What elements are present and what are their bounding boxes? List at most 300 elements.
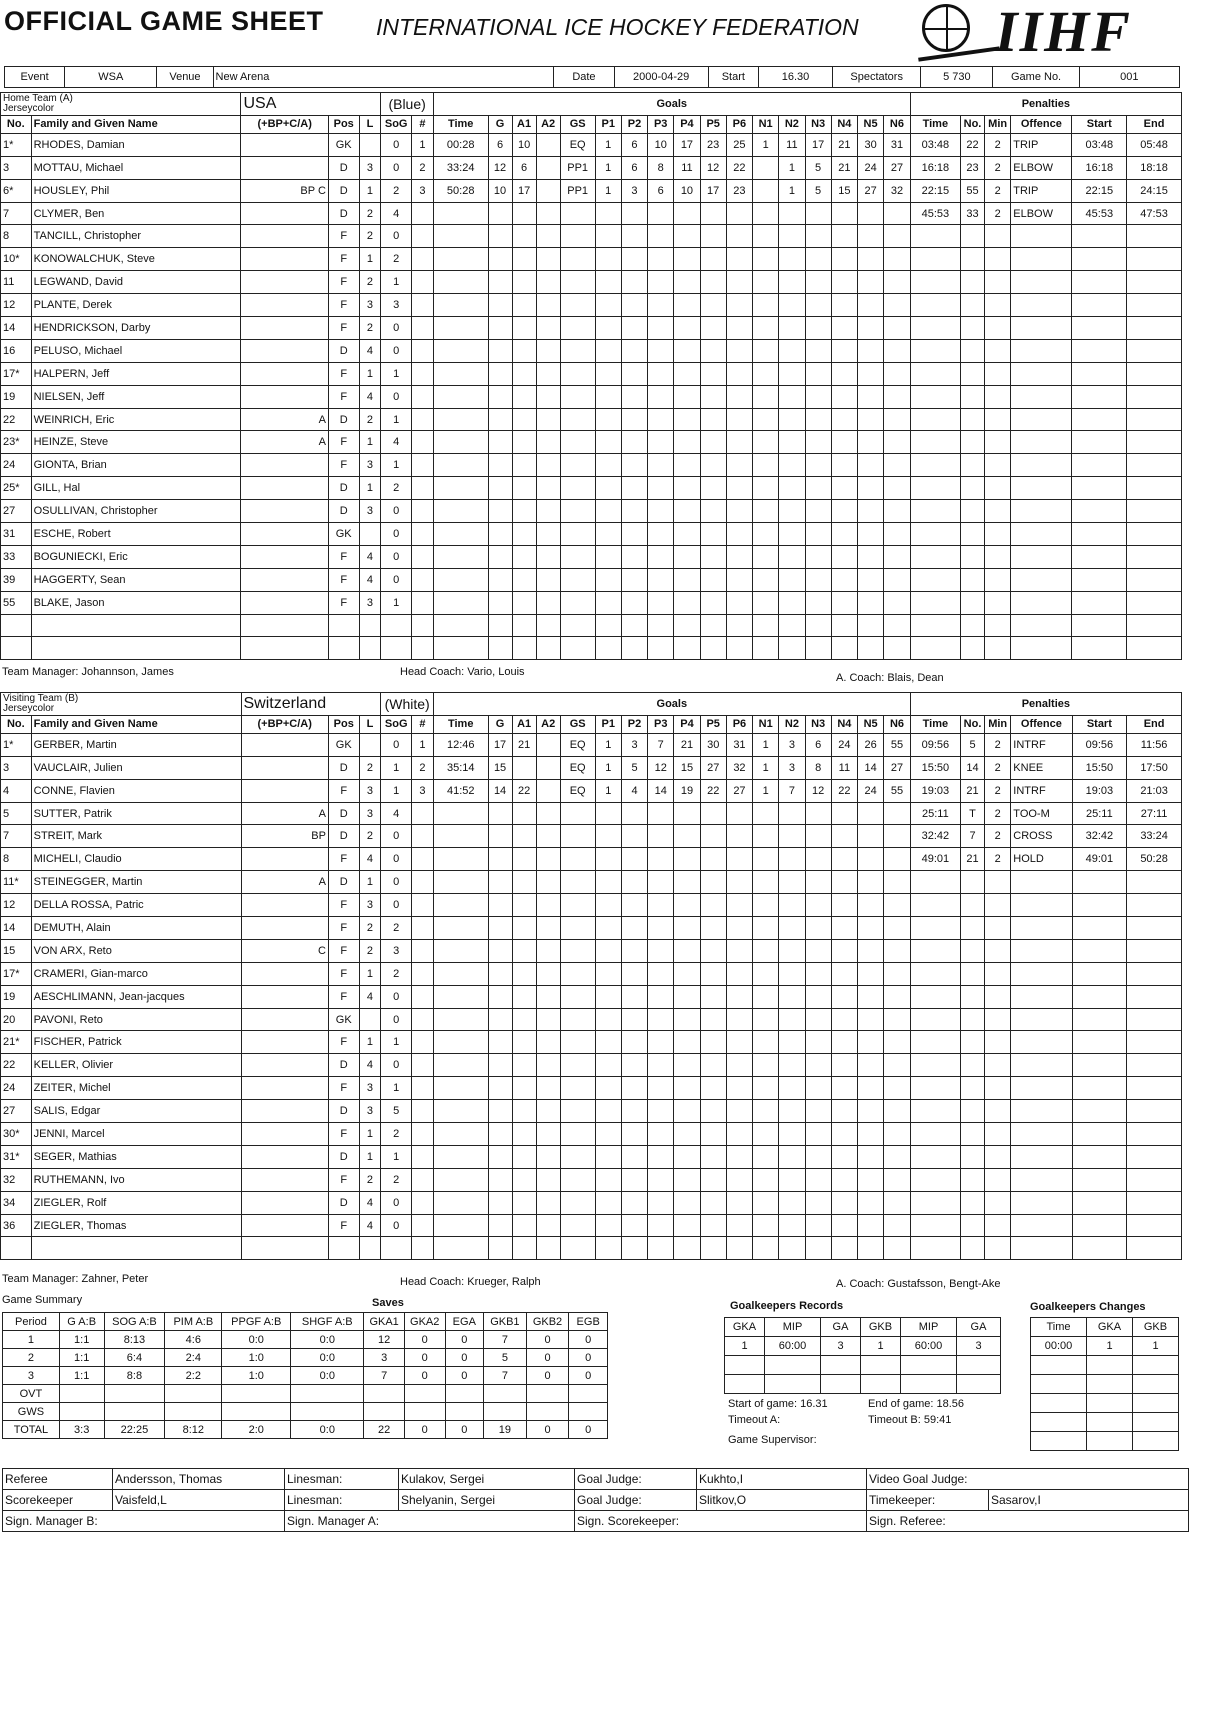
col-header-n: N4 xyxy=(831,715,857,733)
goal-empty-cell xyxy=(674,545,700,568)
goal-empty-cell xyxy=(560,431,595,454)
home-team-table xyxy=(0,92,1182,660)
summary-cell: 12 xyxy=(364,1331,405,1349)
goal-empty-cell xyxy=(700,317,726,340)
player-sog: 0 xyxy=(381,1054,412,1077)
goal-empty-cell xyxy=(726,614,752,637)
goal-empty-cell xyxy=(726,1077,752,1100)
goal-empty-cell xyxy=(884,825,911,848)
goal-scorer: 10 xyxy=(488,179,512,202)
gkc-cell xyxy=(1133,1394,1179,1413)
penalty-empty-cell xyxy=(985,1031,1011,1054)
player-no: 31* xyxy=(1,1145,32,1168)
goal-opponent-on-ice: 1 xyxy=(753,779,779,802)
goal-player-on-ice: 8 xyxy=(648,156,674,179)
summary-header: SHGF A:B xyxy=(291,1313,364,1331)
summary-cell: 8:8 xyxy=(104,1367,165,1385)
goal-time: 33:24 xyxy=(433,156,488,179)
goal-empty-cell xyxy=(512,871,536,894)
goal-empty-cell xyxy=(857,431,883,454)
player-sog: 2 xyxy=(381,962,412,985)
penalty-empty-cell xyxy=(985,362,1011,385)
goal-empty-cell xyxy=(805,408,831,431)
player-line: 1 xyxy=(359,871,381,894)
goal-empty-cell xyxy=(433,917,488,940)
penalty-end: 11:56 xyxy=(1127,733,1182,756)
penalty-empty-cell xyxy=(910,317,960,340)
player-line: 4 xyxy=(359,848,381,871)
player-bp: C xyxy=(241,939,328,962)
player-bp xyxy=(241,1031,328,1054)
penalty-empty-cell xyxy=(1072,1008,1127,1031)
goal-empty-cell xyxy=(621,637,647,660)
summary-cell: 0 xyxy=(445,1349,484,1367)
goal-empty-cell xyxy=(648,894,674,917)
goal-empty-cell xyxy=(753,614,779,637)
goal-empty-cell xyxy=(674,591,700,614)
goal-empty-cell xyxy=(831,339,857,362)
goal-number: 1 xyxy=(411,133,433,156)
goal-empty-cell xyxy=(884,1100,911,1123)
goal-opponent-on-ice: 55 xyxy=(884,733,911,756)
summary-cell: 8:13 xyxy=(104,1331,165,1349)
goal-empty-cell xyxy=(805,1237,831,1260)
goal-empty-cell xyxy=(621,871,647,894)
goal-empty-cell xyxy=(411,545,433,568)
goal-player-on-ice: 22 xyxy=(726,156,752,179)
player-line: 2 xyxy=(359,1168,381,1191)
goal-empty-cell xyxy=(488,1008,512,1031)
goal-empty-cell xyxy=(805,523,831,546)
goal-empty-cell xyxy=(779,523,805,546)
goal-empty-cell xyxy=(621,917,647,940)
summary-cell xyxy=(404,1403,445,1421)
goal-empty-cell xyxy=(779,1168,805,1191)
goal-empty-cell xyxy=(700,917,726,940)
goal-empty-cell xyxy=(831,637,857,660)
goal-opponent-on-ice: 27 xyxy=(857,179,883,202)
col-header-n: N6 xyxy=(884,715,911,733)
player-name: GERBER, Martin xyxy=(31,733,241,756)
table-row xyxy=(1,225,1182,248)
goal-empty-cell xyxy=(674,1054,700,1077)
col-header-pos: Pos xyxy=(328,115,359,133)
goal-opponent-on-ice: 27 xyxy=(884,756,911,779)
penalty-empty-cell xyxy=(910,1214,960,1237)
goal-empty-cell xyxy=(621,523,647,546)
referee-label: Referee xyxy=(3,1469,113,1490)
goal-empty-cell xyxy=(779,385,805,408)
goal-empty-cell xyxy=(621,271,647,294)
goal-empty-cell xyxy=(753,985,779,1008)
goal-empty-cell xyxy=(621,1077,647,1100)
penalty-offence: CROSS xyxy=(1011,825,1072,848)
player-line: 2 xyxy=(359,225,381,248)
penalty-empty-cell xyxy=(1011,637,1072,660)
penalty-empty-cell xyxy=(910,1031,960,1054)
goal-empty-cell xyxy=(753,1100,779,1123)
goal-empty-cell xyxy=(779,848,805,871)
goal-empty-cell xyxy=(700,1031,726,1054)
goal-empty-cell xyxy=(884,917,911,940)
penalty-empty-cell xyxy=(1127,1214,1182,1237)
player-sog: 4 xyxy=(381,431,412,454)
penalty-empty-cell xyxy=(910,248,960,271)
goal-empty-cell xyxy=(536,385,560,408)
goal-empty-cell xyxy=(621,431,647,454)
goal-assist2 xyxy=(536,179,560,202)
goal-empty-cell xyxy=(884,1191,911,1214)
goal-empty-cell xyxy=(831,1123,857,1146)
penalty-player-no: 23 xyxy=(960,156,984,179)
summary-header: GKA1 xyxy=(364,1313,405,1331)
goal-empty-cell xyxy=(560,408,595,431)
goal-empty-cell xyxy=(831,477,857,500)
goal-empty-cell xyxy=(674,1031,700,1054)
goal-empty-cell xyxy=(488,362,512,385)
goal-empty-cell xyxy=(648,825,674,848)
goal-empty-cell xyxy=(412,1214,434,1237)
col-header-start: Start xyxy=(1072,115,1127,133)
player-bp: BP C xyxy=(241,179,328,202)
goal-empty-cell xyxy=(595,591,621,614)
summary-cell: 22 xyxy=(364,1421,405,1439)
goalkeepers-records-table xyxy=(724,1317,1001,1394)
goal-empty-cell xyxy=(779,825,805,848)
summary-cell: 0 xyxy=(569,1421,608,1439)
goal-empty-cell xyxy=(779,545,805,568)
penalty-empty-cell xyxy=(1072,500,1127,523)
goal-empty-cell xyxy=(512,1168,536,1191)
goal-empty-cell xyxy=(753,637,779,660)
goal-empty-cell xyxy=(488,408,512,431)
penalty-empty-cell xyxy=(1127,500,1182,523)
table-row xyxy=(1,179,1182,202)
summary-cell: 0 xyxy=(445,1421,484,1439)
penalty-empty-cell xyxy=(1072,523,1127,546)
team-name: USA xyxy=(241,93,381,116)
player-sog: 3 xyxy=(381,294,412,317)
goal-empty-cell xyxy=(536,500,560,523)
goal-empty-cell xyxy=(884,339,911,362)
goal-empty-cell xyxy=(411,477,433,500)
penalty-empty-cell xyxy=(1127,431,1182,454)
penalty-player-no: 5 xyxy=(961,733,985,756)
goal-empty-cell xyxy=(595,1237,621,1260)
goal-empty-cell xyxy=(621,477,647,500)
player-name: OSULLIVAN, Christopher xyxy=(31,500,241,523)
goal-empty-cell xyxy=(412,848,434,871)
goal-empty-cell xyxy=(595,523,621,546)
gk-cell xyxy=(957,1356,1001,1375)
player-name: PLANTE, Derek xyxy=(31,294,241,317)
summary-cell xyxy=(569,1385,608,1403)
goal-empty-cell xyxy=(805,1100,831,1123)
goal-empty-cell xyxy=(621,1168,647,1191)
goal-empty-cell xyxy=(412,1123,434,1146)
start-value: 16.30 xyxy=(758,67,832,88)
penalty-empty-cell xyxy=(1011,225,1072,248)
goal-empty-cell xyxy=(488,939,512,962)
penalty-empty-cell xyxy=(985,614,1011,637)
goal-empty-cell xyxy=(433,271,488,294)
goal-assist2 xyxy=(536,779,560,802)
player-name: HAGGERTY, Sean xyxy=(31,568,241,591)
goal-empty-cell xyxy=(674,871,700,894)
summary-header: SOG A:B xyxy=(104,1313,165,1331)
goal-player-on-ice: 32 xyxy=(726,756,752,779)
player-bp xyxy=(241,385,328,408)
player-bp xyxy=(241,756,328,779)
goal-empty-cell xyxy=(512,454,536,477)
summary-cell: 1:1 xyxy=(59,1331,104,1349)
player-bp xyxy=(241,1123,328,1146)
goal-empty-cell xyxy=(648,202,674,225)
sign-referee: Sign. Referee: xyxy=(867,1511,1189,1532)
penalty-empty-cell xyxy=(1127,1008,1182,1031)
table-row xyxy=(1,825,1182,848)
player-name: ESCHE, Robert xyxy=(31,523,241,546)
penalty-empty-cell xyxy=(985,1214,1011,1237)
goal-empty-cell xyxy=(512,917,536,940)
table-row xyxy=(1,271,1182,294)
goal-scorer: 14 xyxy=(488,779,512,802)
goal-scorer: 15 xyxy=(488,756,512,779)
goal-empty-cell xyxy=(488,1145,512,1168)
goal-empty-cell xyxy=(674,962,700,985)
goal-empty-cell xyxy=(512,500,536,523)
goal-empty-cell xyxy=(779,591,805,614)
gk-header: GA xyxy=(957,1318,1001,1337)
goalkeepers-changes-table xyxy=(1030,1317,1179,1451)
gkc-header: GKA xyxy=(1087,1318,1133,1337)
player-no: 12 xyxy=(1,294,32,317)
goal-empty-cell xyxy=(433,894,488,917)
player-name: MICHELI, Claudio xyxy=(31,848,241,871)
goal-empty-cell xyxy=(700,1214,726,1237)
goal-player-on-ice: 11 xyxy=(674,156,700,179)
penalty-empty-cell xyxy=(1072,1077,1127,1100)
table-row xyxy=(1,477,1182,500)
goal-empty-cell xyxy=(884,477,911,500)
player-no: 21* xyxy=(1,1031,32,1054)
goal-empty-cell xyxy=(700,1237,726,1260)
goal-empty-cell xyxy=(753,1031,779,1054)
player-bp: A xyxy=(241,871,328,894)
gkc-cell xyxy=(1031,1413,1087,1432)
penalty-empty-cell xyxy=(961,985,985,1008)
penalty-empty-cell xyxy=(1011,294,1072,317)
goal-empty-cell xyxy=(753,202,779,225)
goal-empty-cell xyxy=(779,1077,805,1100)
goal-empty-cell xyxy=(560,825,595,848)
goal-empty-cell xyxy=(536,477,560,500)
goal-player-on-ice: 10 xyxy=(648,133,674,156)
visitor-team-manager: Team Manager: Zahner, Peter xyxy=(2,1273,149,1285)
player-pos: F xyxy=(328,917,359,940)
player-pos xyxy=(328,637,359,660)
team-label: Home Team (A) xyxy=(3,92,73,104)
penalty-start: 32:42 xyxy=(1072,825,1127,848)
goal-empty-cell xyxy=(433,1237,488,1260)
table-row xyxy=(1,1031,1182,1054)
goal-empty-cell xyxy=(805,825,831,848)
player-name: CRAMERI, Gian-marco xyxy=(31,962,241,985)
penalty-empty-cell xyxy=(1072,545,1127,568)
penalty-empty-cell xyxy=(1011,1191,1072,1214)
goal-opponent-on-ice: 11 xyxy=(779,133,805,156)
summary-header-row xyxy=(3,1313,608,1331)
goal-empty-cell xyxy=(674,225,700,248)
goal-empty-cell xyxy=(700,477,726,500)
sign-manager-b: Sign. Manager B: xyxy=(3,1511,285,1532)
goal-empty-cell xyxy=(536,568,560,591)
goal-empty-cell xyxy=(536,1031,560,1054)
goal-empty-cell xyxy=(700,962,726,985)
goal-empty-cell xyxy=(512,317,536,340)
goal-assist1: 10 xyxy=(512,133,536,156)
player-sog: 0 xyxy=(381,339,412,362)
penalty-empty-cell xyxy=(1127,523,1182,546)
goal-empty-cell xyxy=(726,1008,752,1031)
goal-empty-cell xyxy=(560,271,595,294)
gk-cell: 3 xyxy=(821,1337,861,1356)
player-sog xyxy=(381,1237,412,1260)
goal-empty-cell xyxy=(858,1145,884,1168)
goal-empty-cell xyxy=(412,894,434,917)
goal-empty-cell xyxy=(648,848,674,871)
goals-section-title: Goals xyxy=(433,93,910,116)
player-pos: F xyxy=(328,545,359,568)
player-bp xyxy=(241,362,328,385)
goal-empty-cell xyxy=(560,339,595,362)
penalty-start: 09:56 xyxy=(1072,733,1127,756)
goal-opponent-on-ice: 1 xyxy=(753,733,779,756)
goal-empty-cell xyxy=(726,1123,752,1146)
goal-empty-cell xyxy=(831,454,857,477)
summary-cell xyxy=(59,1385,104,1403)
goal-empty-cell xyxy=(857,248,883,271)
player-name: GILL, Hal xyxy=(31,477,241,500)
goal-empty-cell xyxy=(512,1237,536,1260)
goal-empty-cell xyxy=(779,917,805,940)
table-row xyxy=(1,408,1182,431)
table-row xyxy=(1,733,1182,756)
penalty-offence: INTRF xyxy=(1011,733,1072,756)
penalty-empty-cell xyxy=(1011,545,1072,568)
penalty-empty-cell xyxy=(910,294,960,317)
goal-opponent-on-ice: 1 xyxy=(779,156,805,179)
goal-empty-cell xyxy=(488,339,512,362)
penalty-empty-cell xyxy=(961,939,985,962)
penalty-empty-cell xyxy=(910,408,960,431)
penalty-player-no: 21 xyxy=(961,779,985,802)
goal-empty-cell xyxy=(412,1145,434,1168)
goal-empty-cell xyxy=(512,1008,536,1031)
goal-empty-cell xyxy=(831,1191,857,1214)
summary-cell: 1 xyxy=(3,1331,60,1349)
player-no: 20 xyxy=(1,1008,32,1031)
goal-empty-cell xyxy=(884,1054,911,1077)
linesman1-value: Kulakov, Sergei xyxy=(399,1469,575,1490)
goals-section-title: Goals xyxy=(433,693,910,716)
goal-empty-cell xyxy=(700,591,726,614)
penalty-end: 24:15 xyxy=(1127,179,1182,202)
goal-empty-cell xyxy=(884,202,911,225)
penalty-empty-cell xyxy=(910,1054,960,1077)
goal-empty-cell xyxy=(488,317,512,340)
goal-empty-cell xyxy=(621,1054,647,1077)
penalty-empty-cell xyxy=(1072,962,1127,985)
goal-empty-cell xyxy=(700,454,726,477)
goal-empty-cell xyxy=(726,1054,752,1077)
goal-empty-cell xyxy=(560,1100,595,1123)
goal-empty-cell xyxy=(753,1008,779,1031)
player-sog: 0 xyxy=(381,1191,412,1214)
player-name: HENDRICKSON, Darby xyxy=(31,317,241,340)
player-pos: GK xyxy=(328,523,359,546)
penalty-empty-cell xyxy=(985,339,1011,362)
player-sog: 0 xyxy=(381,500,412,523)
sign-scorekeeper: Sign. Scorekeeper: xyxy=(575,1511,867,1532)
penalty-time: 09:56 xyxy=(910,733,960,756)
gkc-cell xyxy=(1133,1375,1179,1394)
goal-empty-cell xyxy=(857,454,883,477)
goal-empty-cell xyxy=(512,1214,536,1237)
date-label: Date xyxy=(554,67,614,88)
player-line: 2 xyxy=(359,917,381,940)
goal-empty-cell xyxy=(412,1100,434,1123)
goal-empty-cell xyxy=(648,477,674,500)
penalty-minutes: 2 xyxy=(985,733,1011,756)
goal-empty-cell xyxy=(726,385,752,408)
goal-empty-cell xyxy=(779,248,805,271)
video-goal-judge-label: Video Goal Judge: xyxy=(867,1469,1189,1490)
goal-empty-cell xyxy=(884,1168,911,1191)
goal-empty-cell xyxy=(412,1237,434,1260)
goal-empty-cell xyxy=(753,939,779,962)
goal-empty-cell xyxy=(488,802,512,825)
goal-empty-cell xyxy=(726,825,752,848)
goal-empty-cell xyxy=(674,248,700,271)
summary-cell: 0 xyxy=(569,1367,608,1385)
penalty-empty-cell xyxy=(1011,871,1072,894)
penalty-time: 15:50 xyxy=(910,756,960,779)
player-sog xyxy=(381,637,412,660)
penalty-empty-cell xyxy=(910,271,960,294)
gk-header: GA xyxy=(821,1318,861,1337)
summary-cell: 0:0 xyxy=(291,1421,364,1439)
goal-situation: EQ xyxy=(560,756,595,779)
goal-empty-cell xyxy=(779,294,805,317)
player-sog: 4 xyxy=(381,202,412,225)
penalty-empty-cell xyxy=(1127,225,1182,248)
goal-empty-cell xyxy=(433,962,488,985)
player-line: 4 xyxy=(359,1191,381,1214)
goal-empty-cell xyxy=(858,894,884,917)
col-header-g: G xyxy=(488,115,512,133)
goal-empty-cell xyxy=(779,477,805,500)
goal-empty-cell xyxy=(726,591,752,614)
goal-empty-cell xyxy=(857,339,883,362)
goal-empty-cell xyxy=(648,271,674,294)
goal-empty-cell xyxy=(831,271,857,294)
goal-empty-cell xyxy=(412,1077,434,1100)
penalty-empty-cell xyxy=(1011,1168,1072,1191)
goal-empty-cell xyxy=(412,825,434,848)
goal-opponent-on-ice: 24 xyxy=(831,733,857,756)
federation-name: INTERNATIONAL ICE HOCKEY FEDERATION xyxy=(376,14,859,40)
